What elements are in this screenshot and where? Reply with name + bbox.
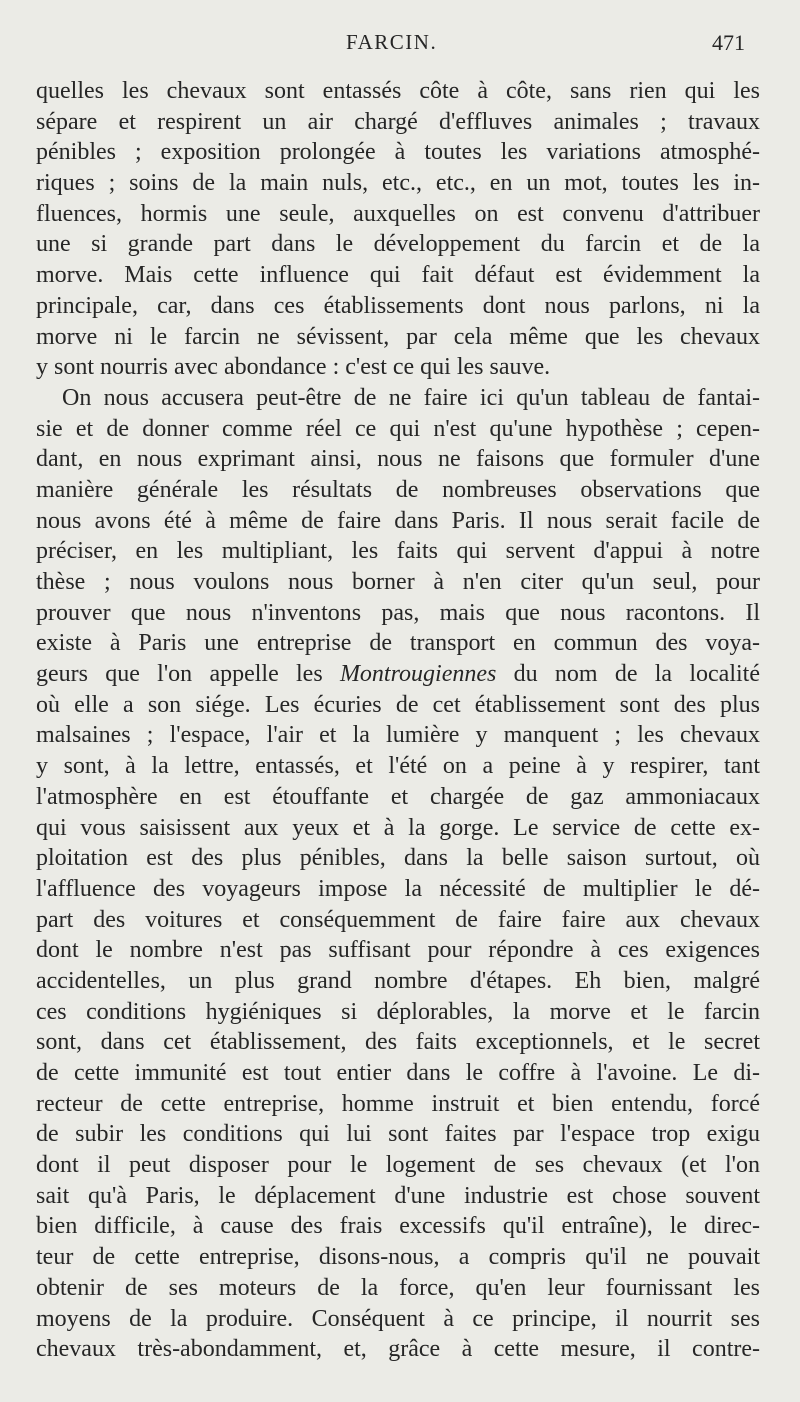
line-text-before: geurs que l'on appelle les xyxy=(36,661,340,688)
text-line: l'affluence des voyageurs impose la nécessité de multiplier le dé- xyxy=(36,875,760,902)
text-line-with-italic xyxy=(36,659,760,690)
text-line: principale, car, dans ces établissements dont nous parlons, ni la xyxy=(36,292,760,319)
text-line: y sont, à la lettre, entassés, et l'été on a peine à y respirer, tant xyxy=(36,753,760,780)
paragraph-first-line: On nous accusera peut-être de ne faire ici qu'un tableau de fantai- xyxy=(62,384,760,411)
text-line: ploitation est des plus pénibles, dans la belle saison surtout, où xyxy=(36,845,760,872)
text-line: sépare et respirent un air chargé d'effluves animales ; travaux xyxy=(36,108,760,135)
text-line: morve. Mais cette influence qui fait défaut est évidemment la xyxy=(36,262,760,289)
body-text xyxy=(36,76,760,1365)
text-line: bien difficile, à cause des frais excessifs qu'il entraîne), le direc- xyxy=(36,1213,760,1240)
paragraph-last-line: y sont nourris avec abondance : c'est ce qui les sauve. xyxy=(36,354,551,381)
text-line: obtenir de ses moteurs de la force, qu'en leur fournissant les xyxy=(36,1274,760,1301)
text-line: moyens de la produire. Conséquent à ce principe, il nourrit ses xyxy=(36,1305,760,1332)
text-line: thèse ; nous voulons nous borner à n'en citer qu'un seul, pour xyxy=(36,569,760,595)
text-line: l'atmosphère en est étouffante et chargée de gaz ammoniacaux xyxy=(36,783,760,810)
text-line: quelles les chevaux sont entassés côte à côte, sans rien qui les xyxy=(36,78,760,104)
text-line: manière générale les résultats de nombreuses observations que xyxy=(36,476,760,503)
page-header xyxy=(0,30,800,60)
text-line: fluences, hormis une seule, auxquelles on est convenu d'attribuer xyxy=(36,200,760,227)
text-line: chevaux très-abondamment, et, grâce à cette mesure, il contre- xyxy=(36,1336,760,1363)
text-line: dont il peut disposer pour le logement de ses chevaux (et l'on xyxy=(36,1152,760,1179)
text-line: morve ni le farcin ne sévissent, par cela même que les chevaux xyxy=(36,323,760,350)
text-line: de cette immunité est tout entier dans le coffre à l'avoine. Le di- xyxy=(36,1060,760,1086)
text-line: sie et de donner comme réel ce qui n'est qu'une hypothèse ; cepen- xyxy=(36,415,760,442)
text-line: malsaines ; l'espace, l'air et la lumière y manquent ; les chevaux xyxy=(36,722,760,749)
text-line: où elle a son siége. Les écuries de cet établissement sont des plus xyxy=(36,691,760,718)
text-line: préciser, en les multipliant, les faits qui servent d'appui à notre xyxy=(36,538,760,565)
text-line: sont, dans cet établissement, des faits exceptionnels, et le secret xyxy=(36,1029,760,1056)
text-line: sait qu'à Paris, le déplacement d'une industrie est chose souvent xyxy=(36,1182,760,1209)
text-line: qui vous saisissent aux yeux et à la gorge. Le service de cette ex- xyxy=(36,814,760,841)
text-line: recteur de cette entreprise, homme instruit et bien entendu, forcé xyxy=(36,1090,760,1117)
text-line: une si grande part dans le développement du farcin et de la xyxy=(36,231,760,258)
text-line: prouver que nous n'inventons pas, mais que nous racontons. Il xyxy=(36,599,760,626)
italic-term: Montrougiennes xyxy=(339,661,497,688)
text-line: pénibles ; exposition prolongée à toutes les variations atmosphé- xyxy=(36,139,760,166)
text-line: riques ; soins de la main nuls, etc., etc., en un mot, toutes les in- xyxy=(36,170,760,197)
text-line: teur de cette entreprise, disons-nous, a compris qu'il ne pouvait xyxy=(36,1244,760,1271)
running-head: FARCIN. xyxy=(346,30,438,54)
text-line: existe à Paris une entreprise de transport en commun des voya- xyxy=(36,630,760,657)
text-line: dont le nombre n'est pas suffisant pour répondre à ces exigences xyxy=(36,937,760,964)
page-number: 471 xyxy=(712,30,745,55)
text-line: part des voitures et conséquemment de faire faire aux chevaux xyxy=(36,906,760,933)
text-line: accidentelles, un plus grand nombre d'étapes. Eh bien, malgré xyxy=(36,967,760,994)
text-line: ces conditions hygiéniques si déplorables, la morve et le farcin xyxy=(36,998,760,1025)
line-text-after: du nom de la localité xyxy=(496,661,760,688)
text-line: dant, en nous exprimant ainsi, nous ne faisons que formuler d'une xyxy=(36,446,760,473)
text-line: nous avons été à même de faire dans Paris. Il nous serait facile de xyxy=(36,507,760,534)
text-line: de subir les conditions qui lui sont faites par l'espace trop exigu xyxy=(36,1121,760,1148)
